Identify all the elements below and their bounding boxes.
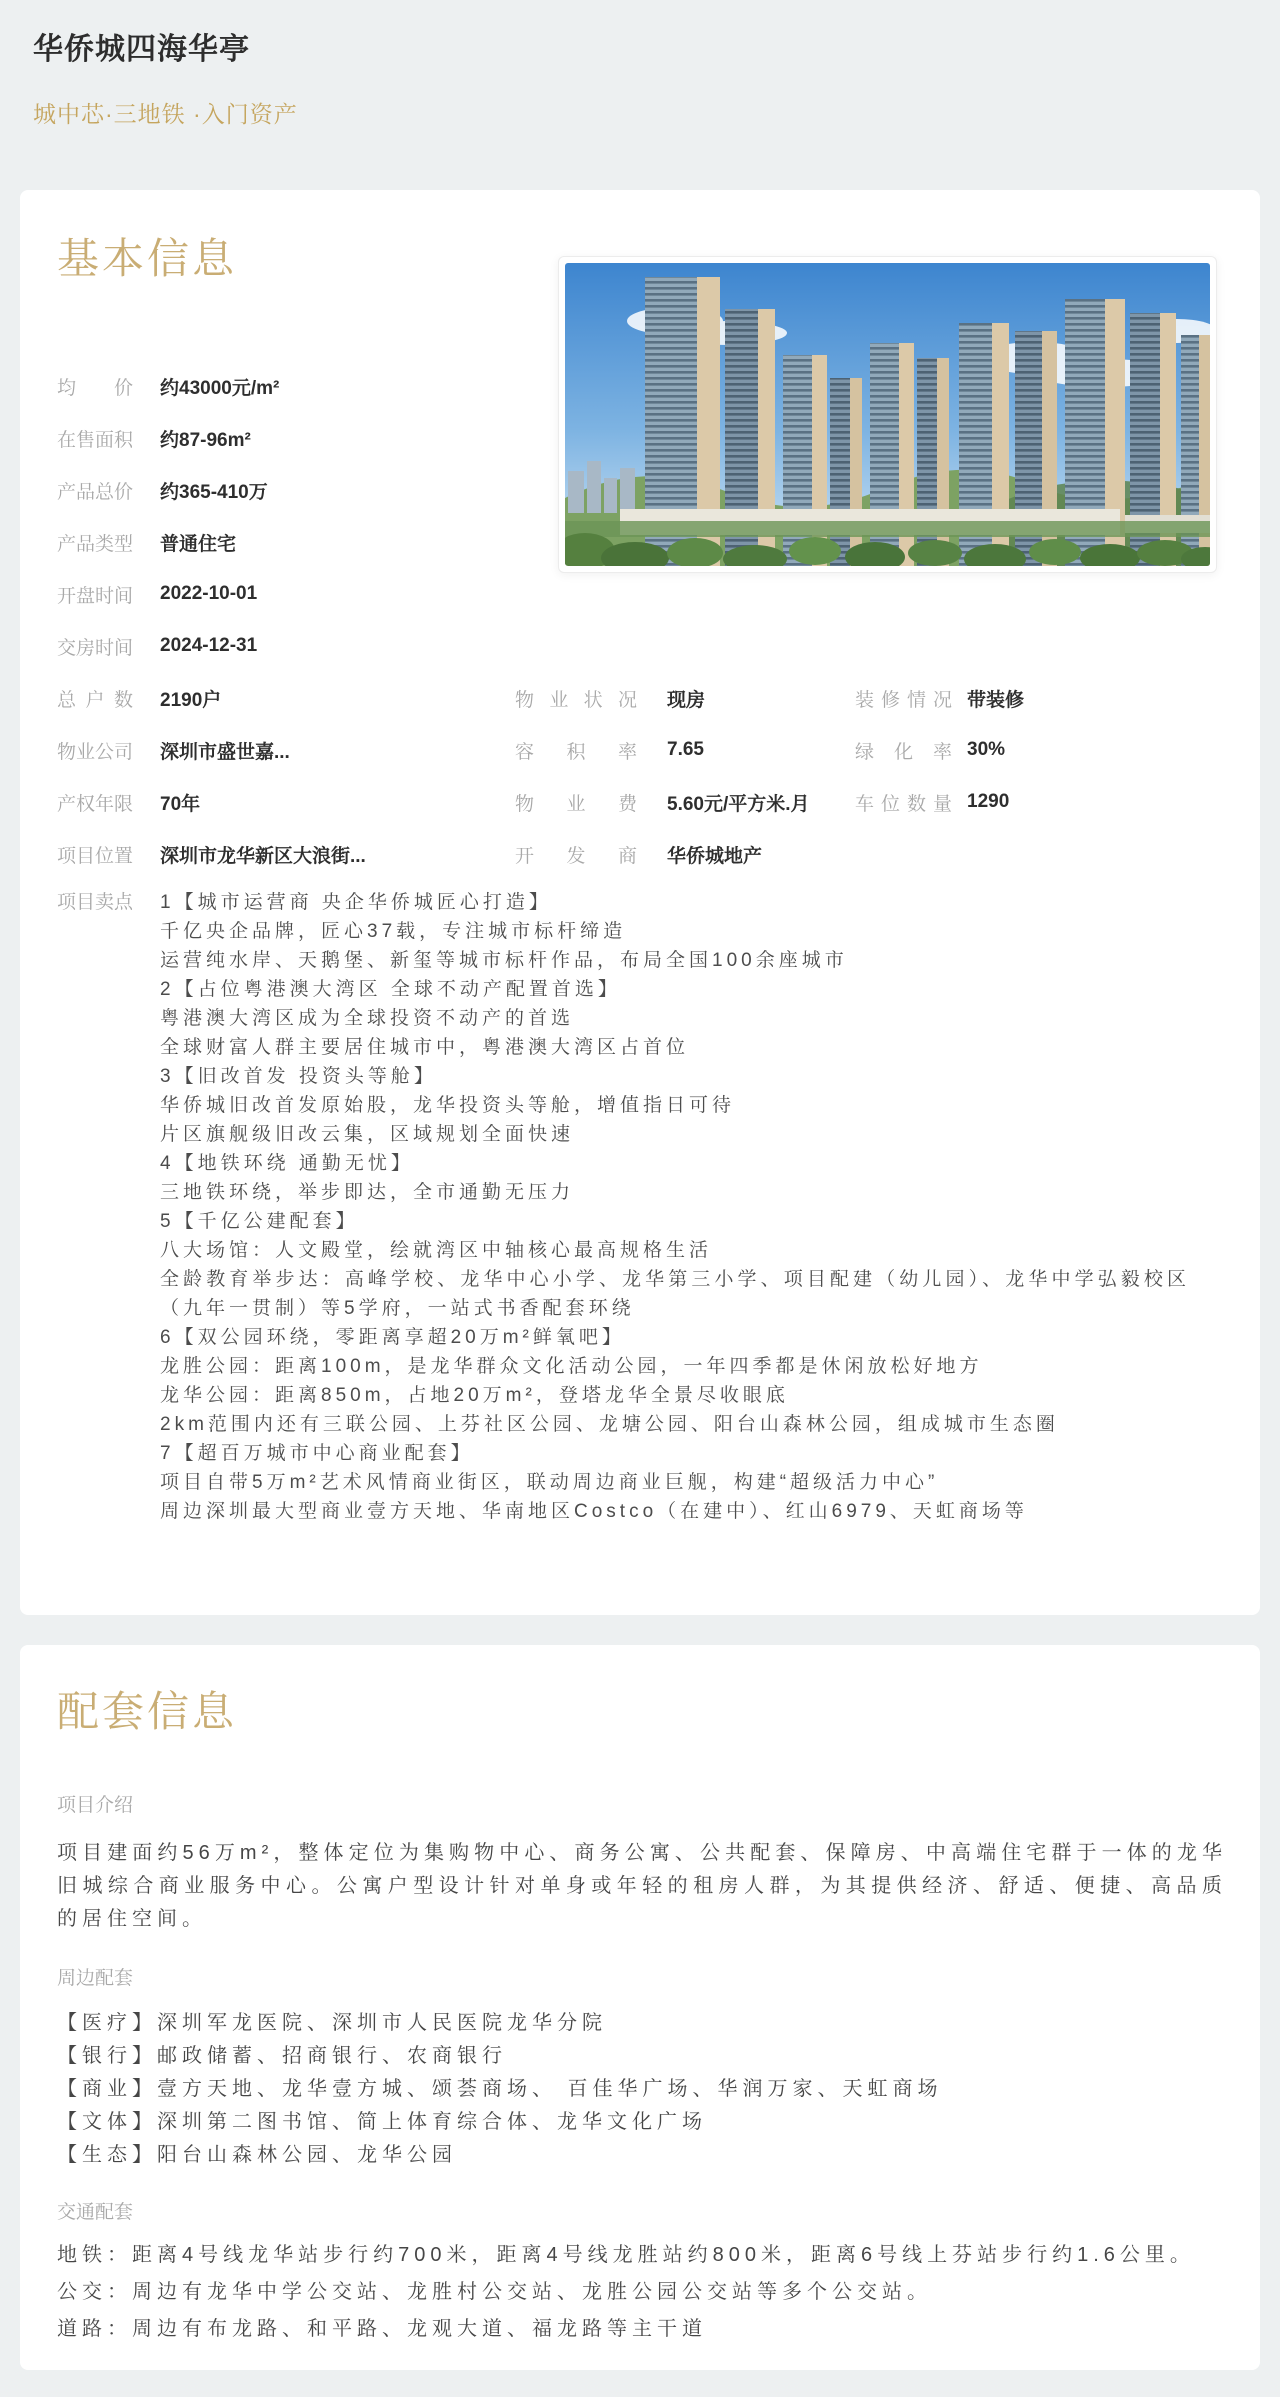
nearby-facility-item: 【商业】壹方天地、龙华壹方城、颂荟商场、 百佳华广场、华润万家、天虹商场 [57,2078,943,2100]
traffic-item: 道路：周边有布龙路、和平路、龙观大道、福龙路等主干道 [57,2318,707,2340]
field-label: 开发商 [515,845,637,867]
selling-point-line: 粤港澳大湾区成为全球投资不动产的首选 [160,1008,575,1029]
field-label: 物业费 [515,793,637,815]
field-row [57,568,366,620]
field-label: 项目位置 [57,845,134,867]
field-row [57,464,366,516]
field-row [515,672,810,724]
page-header [33,24,298,129]
selling-point-line: 5【千亿公建配套】 [160,1211,359,1232]
traffic-facilities-label: 交通配套 [57,2202,134,2223]
traffic-item: 地铁：距离4号线龙华站步行约700米，距离4号线龙胜站约800米，距离6号线上芬站步行约1.6公里。 [57,2244,1195,2266]
selling-points-label: 项目卖点 [57,892,134,913]
field-value: 带装修 [967,689,1025,711]
selling-point-line: 全龄教育举步达：高峰学校、龙华中心小学、龙华第三小学、项目配建（幼儿园）、龙华中学弘毅校区（九年一贯制）等5学府，一站式书香配套环绕 [160,1269,1190,1319]
field-label: 交房时间 [57,637,134,659]
field-value: 普通住宅 [160,533,237,555]
field-label: 产品总价 [57,481,134,503]
nearby-facility-item: 【银行】邮政储蓄、招商银行、农商银行 [57,2045,507,2067]
field-row [57,828,366,880]
field-label: 车位数量 [855,793,952,815]
traffic-facilities-list [57,2237,1227,2348]
field-row [57,672,366,724]
selling-point-line: 龙胜公园：距离100m，是龙华群众文化活动公园，一年四季都是休闲放松好地方 [160,1356,983,1377]
field-label: 产品类型 [57,533,134,555]
field-value: 2190户 [160,689,222,711]
field-value: 2024-12-31 [160,635,258,656]
facilities-card [20,1645,1260,2370]
field-row [57,412,366,464]
selling-point-line: 2km范围内还有三联公园、上芬社区公园、龙塘公园、阳台山森林公园，组成城市生态圈 [160,1414,1059,1435]
page-title: 华侨城四海华亭 [33,33,250,66]
selling-point-line: 7【超百万城市中心商业配套】 [160,1443,474,1464]
selling-point-line: 三地铁环绕，举步即达，全市通勤无压力 [160,1182,575,1203]
field-value: 30% [967,739,1006,760]
property-render-illustration [565,263,1210,566]
selling-point-line: 全球财富人群主要居住城市中，粤港澳大湾区占首位 [160,1037,690,1058]
field-label: 绿化率 [855,741,952,763]
field-row [57,724,366,776]
field-value: 2022-10-01 [160,583,258,604]
nearby-facilities-label: 周边配套 [57,1968,134,1989]
selling-point-line: 1【城市运营商 央企华侨城匠心打造】 [160,892,552,913]
project-intro-label: 项目介绍 [57,1795,134,1816]
field-row [57,516,366,568]
basic-info-right-column [855,672,1024,828]
nearby-facilities-list [57,2007,1227,2172]
field-value: 约87-96m² [160,429,251,451]
field-value: 现房 [667,689,706,711]
field-value: 深圳市盛世嘉... [160,741,290,763]
selling-point-line: 2【占位粤港澳大湾区 全球不动产配置首选】 [160,979,621,1000]
field-value: 1290 [967,791,1010,812]
field-value: 7.65 [667,739,704,760]
field-label: 在售面积 [57,429,134,451]
selling-point-line: 4【地铁环绕 通勤无忧】 [160,1153,414,1174]
field-row [855,724,1024,776]
field-label: 物业公司 [57,741,134,763]
field-value: 深圳市龙华新区大浪街... [160,845,366,867]
field-label: 容积率 [515,741,637,763]
page-subtitle: 城中芯·三地铁 ·入门资产 [33,101,298,127]
field-row [855,776,1024,828]
project-intro-text: 项目建面约56万m²，整体定位为集购物中心、商务公寓、公共配套、保障房、中高端住宅群于一体的龙华旧城综合商业服务中心。公寓户型设计针对单身或年轻的租房人群，为其提供经济、舒适、便捷、高品质的居住空间。 [57,1842,1227,1930]
field-row [855,672,1024,724]
basic-info-heading: 基本信息 [57,235,238,282]
field-row [57,620,366,672]
selling-point-line: 八大场馆：人文殿堂，绘就湾区中轴核心最高规格生活 [160,1240,713,1261]
field-row [515,828,810,880]
field-row [57,776,366,828]
selling-point-line: 6【双公园环绕，零距离享超20万m²鲜氧吧】 [160,1327,625,1348]
field-label: 产权年限 [57,793,134,815]
field-row [57,360,366,412]
selling-point-line: 3【旧改首发 投资头等舱】 [160,1066,437,1087]
nearby-facility-item: 【生态】阳台山森林公园、龙华公园 [57,2144,457,2166]
field-label: 物业状况 [515,689,637,711]
selling-points-text [160,888,1190,1526]
field-value: 约43000元/m² [160,377,280,399]
field-row [515,724,810,776]
selling-point-line: 片区旗舰级旧改云集，区域规划全面快速 [160,1124,575,1145]
selling-point-line: 龙华公园：距离850m，占地20万m²，登塔龙华全景尽收眼底 [160,1385,789,1406]
nearby-facility-item: 【文体】深圳第二图书馆、简上体育综合体、龙华文化广场 [57,2111,707,2133]
field-value: 约365-410万 [160,481,268,503]
selling-points-section [57,888,1190,1526]
selling-point-line: 项目自带5万m²艺术风情商业街区，联动周边商业巨舰，构建“超级活力中心” [160,1472,939,1493]
field-value: 5.60元/平方米.月 [667,793,810,815]
basic-info-card [20,190,1260,1615]
traffic-item: 公交：周边有龙华中学公交站、龙胜村公交站、龙胜公园公交站等多个公交站。 [57,2281,932,2303]
field-label: 装修情况 [855,689,952,711]
nearby-facility-item: 【医疗】深圳军龙医院、深圳市人民医院龙华分院 [57,2012,607,2034]
field-label: 总户数 [57,689,133,711]
property-render-image [558,256,1217,573]
selling-point-line: 千亿央企品牌，匠心37载，专注城市标杆缔造 [160,921,627,942]
field-label: 开盘时间 [57,585,134,607]
field-value: 华侨城地产 [667,845,763,867]
field-value: 70年 [160,793,201,815]
selling-point-line: 华侨城旧改首发原始股，龙华投资头等舱，增值指日可待 [160,1095,736,1116]
selling-point-line: 周边深圳最大型商业壹方天地、华南地区Costco（在建中）、红山6979、天虹商场等 [160,1501,1028,1522]
basic-info-left-column [57,360,366,880]
selling-point-line: 运营纯水岸、天鹅堡、新玺等城市标杆作品，布局全国100余座城市 [160,950,848,971]
field-label: 均价 [57,377,133,399]
facilities-heading: 配套信息 [57,1688,238,1735]
field-row [515,776,810,828]
basic-info-middle-column [515,672,810,880]
